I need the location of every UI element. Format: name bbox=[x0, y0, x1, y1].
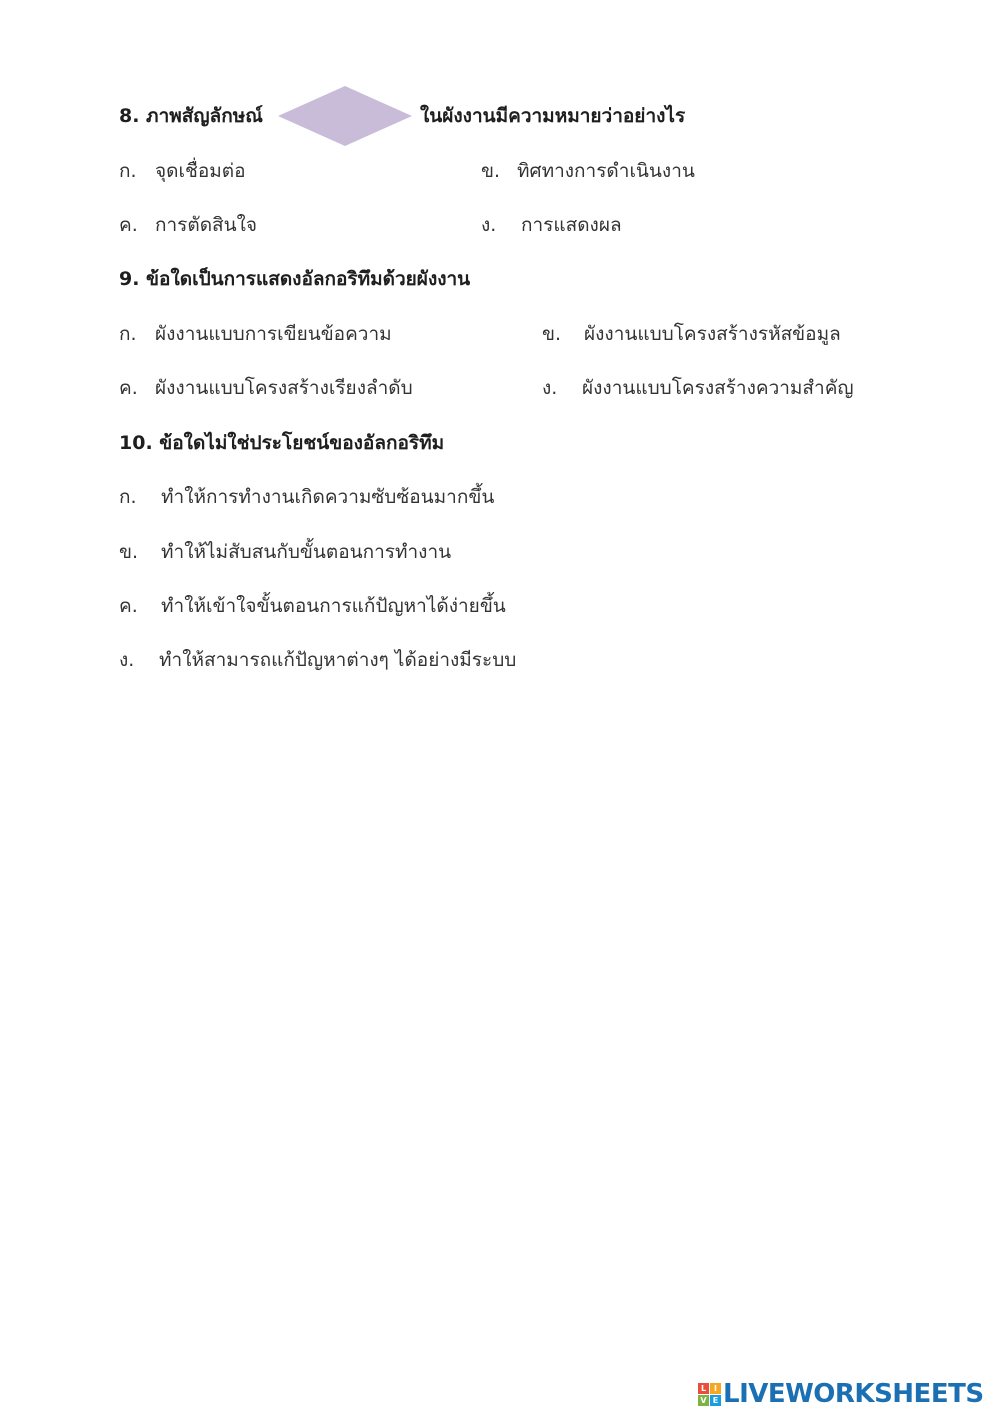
logo-mark-letter: V bbox=[698, 1395, 709, 1406]
option-letter: ง. bbox=[542, 377, 558, 399]
question-8-option-d[interactable] bbox=[481, 210, 622, 240]
option-text: ผังงานแบบการเขียนข้อความ bbox=[155, 323, 392, 345]
option-text: จุดเชื่อมต่อ bbox=[155, 160, 246, 182]
option-text: ทำให้ไม่สับสนกับขั้นตอนการทำงาน bbox=[161, 541, 452, 563]
option-letter: ก. bbox=[119, 323, 137, 345]
question-9-option-b[interactable] bbox=[542, 319, 841, 349]
question-10-title: 10. ข้อใดไม่ใช่ประโยชน์ของอัลกอริทึม bbox=[119, 432, 445, 454]
question-8-title-end: ในผังงานมีความหมายว่าอย่างไร bbox=[420, 105, 686, 127]
question-10-option-d[interactable] bbox=[119, 645, 516, 675]
liveworksheets-logo bbox=[698, 1378, 984, 1410]
option-letter: ง. bbox=[119, 649, 135, 671]
question-8-option-c[interactable] bbox=[119, 210, 257, 240]
logo-mark-letter: I bbox=[710, 1383, 721, 1394]
option-letter: ค. bbox=[119, 595, 138, 617]
diamond-decision-symbol-icon bbox=[278, 86, 412, 146]
option-letter: ค. bbox=[119, 214, 138, 236]
question-8-option-b[interactable] bbox=[481, 156, 695, 186]
question-9-option-c[interactable] bbox=[119, 373, 413, 403]
liveworksheets-logo-icon bbox=[698, 1383, 721, 1406]
option-letter: ก. bbox=[119, 486, 137, 508]
option-letter: ข. bbox=[481, 160, 501, 182]
option-letter: ค. bbox=[119, 377, 138, 399]
question-8-title-start: 8. ภาพสัญลักษณ์ bbox=[119, 105, 263, 127]
question-9-title: 9. ข้อใดเป็นการแสดงอัลกอริทึมด้วยผังงาน bbox=[119, 268, 471, 290]
option-text: ทำให้สามารถแก้ปัญหาต่างๆ ได้อย่างมีระบบ bbox=[159, 649, 517, 671]
logo-mark-letter: L bbox=[698, 1383, 709, 1394]
option-text: ผังงานแบบโครงสร้างรหัสข้อมูล bbox=[584, 323, 841, 345]
option-text: การตัดสินใจ bbox=[155, 214, 258, 236]
question-9-option-a[interactable] bbox=[119, 319, 392, 349]
logo-mark-letter: E bbox=[710, 1395, 721, 1406]
option-text: ผังงานแบบโครงสร้างความสำคัญ bbox=[582, 377, 854, 399]
question-10-option-a[interactable] bbox=[119, 482, 494, 512]
option-letter: ข. bbox=[119, 541, 139, 563]
option-text: ผังงานแบบโครงสร้างเรียงลำดับ bbox=[155, 377, 413, 399]
question-10-option-b[interactable] bbox=[119, 537, 451, 567]
option-text: ทำให้เข้าใจขั้นตอนการแก้ปัญหาได้ง่ายขึ้น bbox=[161, 595, 506, 617]
option-letter: ง. bbox=[481, 214, 497, 236]
question-9-option-d[interactable] bbox=[542, 373, 854, 403]
question-10-option-c[interactable] bbox=[119, 591, 506, 621]
option-text: ทำให้การทำงานเกิดความซับซ้อนมากขึ้น bbox=[161, 486, 495, 508]
option-letter: ก. bbox=[119, 160, 137, 182]
logo-text: LIVEWORKSHEETS bbox=[723, 1379, 984, 1409]
question-8-option-a[interactable] bbox=[119, 156, 246, 186]
option-letter: ข. bbox=[542, 323, 562, 345]
option-text: ทิศทางการดำเนินงาน bbox=[517, 160, 695, 182]
option-text: การแสดงผล bbox=[521, 214, 622, 236]
